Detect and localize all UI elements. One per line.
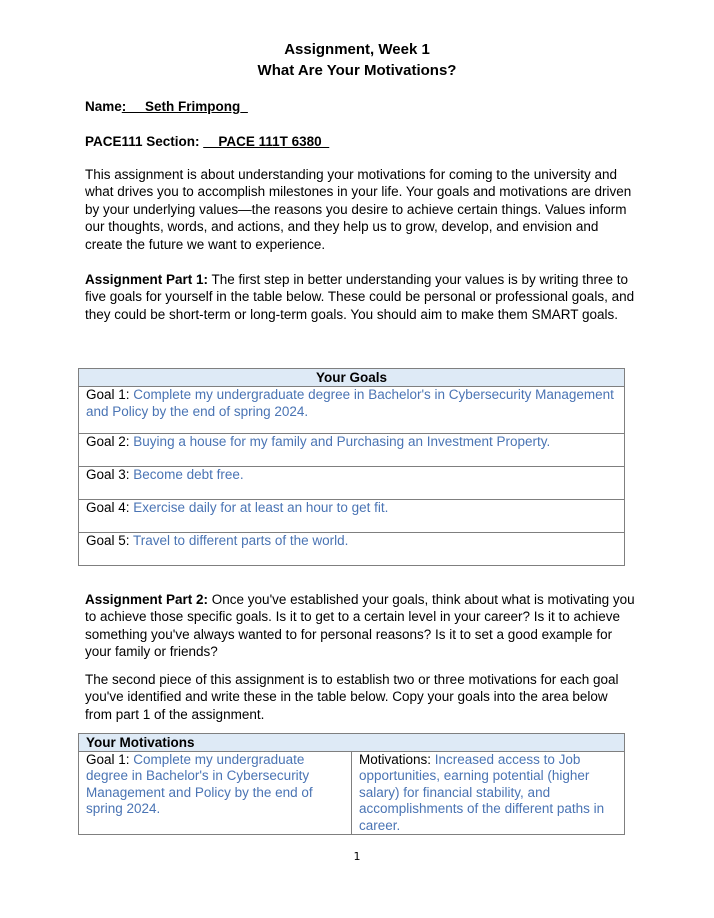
goal-value: Complete my undergraduate degree in Bachelor's in Cybersecurity Management and Policy by the end of spring 2024. xyxy=(86,752,313,817)
motivations-table xyxy=(78,733,625,835)
table-row xyxy=(79,500,625,533)
motivation-goal-cell[interactable] xyxy=(79,752,352,835)
table-row xyxy=(79,434,625,467)
goal-cell-2[interactable] xyxy=(79,434,625,467)
goal-value: Complete my undergraduate degree in Bachelor's in Cybersecurity Management and Policy by the end of spring 2024. xyxy=(86,387,614,419)
goal-cell-3[interactable] xyxy=(79,467,625,500)
name-label: Name xyxy=(85,99,122,114)
page-number: 1 xyxy=(353,850,361,863)
goal-label: Goal 1: xyxy=(86,752,134,767)
goal-label: Goal 1 xyxy=(86,387,126,402)
motivation-reasons-cell[interactable] xyxy=(352,752,625,835)
goal-value: Buying a house for my family and Purchasing an Investment Property. xyxy=(133,434,551,449)
goals-table xyxy=(78,368,625,566)
table-row xyxy=(79,387,625,434)
table-row xyxy=(79,752,625,835)
goal-label: Goal 4: xyxy=(86,500,130,515)
motivations-value: Increased access to Job opportunities, earning potential (higher salary) for financial stability, and accomplishments of the different paths in career. xyxy=(359,752,605,833)
goal-value: Become debt free. xyxy=(133,467,244,482)
table-row xyxy=(79,533,625,566)
goal-cell-5[interactable] xyxy=(79,533,625,566)
goal-label: Goal 2: xyxy=(86,434,130,449)
section-value: __PACE 111T 6380_ xyxy=(203,134,330,149)
part1-label: Assignment Part 1: xyxy=(85,272,209,287)
motivations-label: Motivations: xyxy=(359,752,435,767)
goal-label: Goal 5: xyxy=(86,533,130,548)
part2-text: Once you've established your goals, think about what is motivating you to achieve those specific goals. Is it to get to a certain level in your career? Is it to achieve something you've always wanted to for personal reasons? Is it to set a good example for your family or friends? xyxy=(85,592,635,660)
goal-cell-1[interactable]: Goal 1: Complete my undergraduate degree in Bachelor's in Cybersecurity Management and Policy by the end of spring 2024. xyxy=(79,387,625,434)
part2-paragraph xyxy=(85,591,635,661)
goals-table-header: Your Goals xyxy=(79,369,625,387)
document-title: Assignment, Week 1 xyxy=(284,41,430,58)
goal-value: Travel to different parts of the world. xyxy=(133,533,349,548)
goal-label: Goal 3: xyxy=(86,467,130,482)
part2-label: Assignment Part 2: xyxy=(85,592,209,607)
section-label: PACE111 Section: xyxy=(85,134,204,149)
motivations-table-header: Your Motivations xyxy=(79,734,625,752)
section-field xyxy=(85,133,329,151)
table-row xyxy=(79,467,625,500)
intro-paragraph: This assignment is about understanding your motivations for coming to the university and what drives you to accomplish milestones in your life. Your goals and motivations are driven by your underlying values—the reasons you desire to achieve certain things. Values inform our thoughts, words, and actions, and they help us to grow, develop, and envision and create the future we want to experience. xyxy=(85,167,632,252)
part1-paragraph xyxy=(85,271,635,323)
document-subtitle: What Are Your Motivations? xyxy=(257,62,457,79)
goal-value: Exercise daily for at least an hour to get fit. xyxy=(133,500,389,515)
name-value: : __Seth Frimpong_ xyxy=(121,99,248,114)
part2-instructions: The second piece of this assignment is to establish two or three motivations for each goal you've identified and write these in the table below. Copy your goals into the area below from part 1 of the assignment. xyxy=(85,672,619,722)
part1-text: The first step in better understanding your values is by writing three to five goals for yourself in the table below. These could be personal or professional goals, and they could be short-term or long-term goals. You should aim to make them SMART goals. xyxy=(85,272,635,322)
name-field xyxy=(85,98,248,116)
goal-cell-4[interactable] xyxy=(79,500,625,533)
